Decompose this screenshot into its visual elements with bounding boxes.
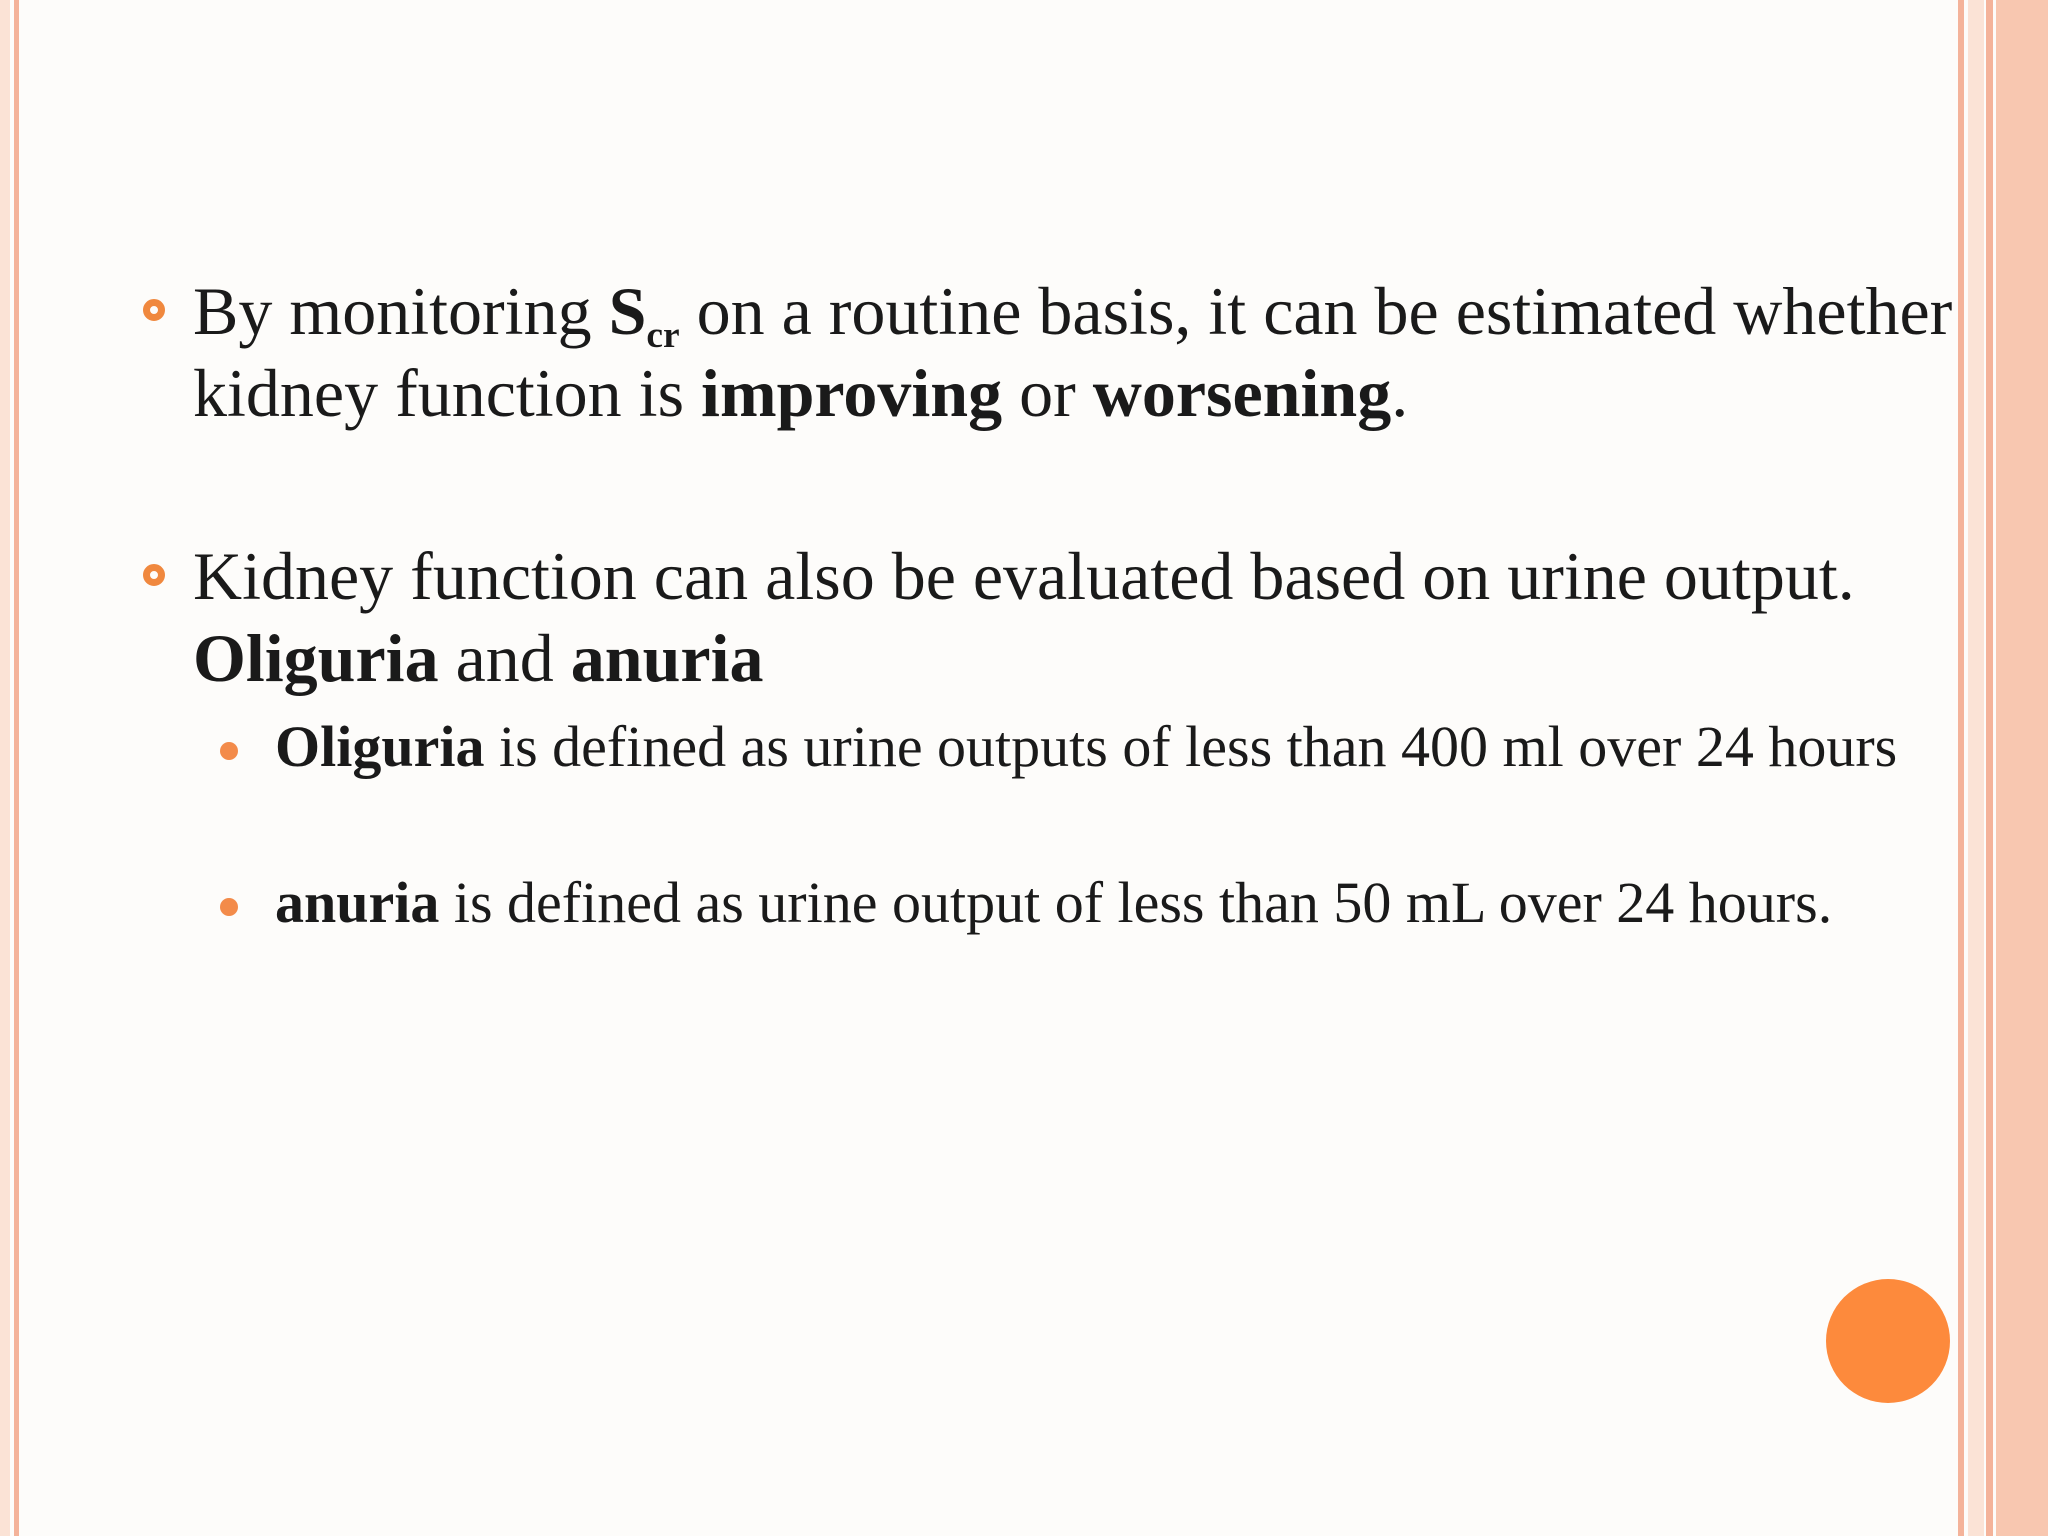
emphasis-improving: improving: [701, 355, 1003, 431]
bullet-ring-icon: [143, 564, 165, 586]
scr-subscript: cr: [646, 315, 680, 357]
bullet-text: .: [1391, 355, 1409, 431]
sub-bullet-dot-icon: [220, 742, 238, 760]
right-border-line-outer: [1986, 0, 1993, 1536]
sub-bullet-text: is defined as urine outputs of less than 400 ml over 24 hours: [484, 714, 1898, 779]
bullet-urine-output: [193, 535, 1953, 699]
scr-symbol: S: [608, 273, 647, 349]
emphasis-anuria: anuria: [570, 620, 764, 696]
right-border-line: [1958, 0, 1964, 1536]
left-border-line: [14, 0, 19, 1536]
left-border-band: [0, 0, 10, 1536]
sub-bullet-oliguria: [275, 710, 1955, 784]
sub-bullet-dot-icon: [220, 898, 238, 916]
emphasis-anuria: anuria: [275, 870, 440, 935]
decorative-orange-circle: [1826, 1279, 1950, 1403]
emphasis-worsening: worsening: [1092, 355, 1392, 431]
right-border-band: [1968, 0, 1984, 1536]
bullet-text: Kidney function can also be evaluated based on urine output.: [193, 538, 1855, 614]
emphasis-oliguria: Oliguria: [193, 620, 439, 696]
bullet-text: and: [438, 620, 571, 696]
bullet-scr-monitoring: [193, 270, 1953, 434]
bullet-text: By monitoring: [193, 273, 609, 349]
emphasis-oliguria: Oliguria: [275, 714, 485, 779]
sub-bullet-anuria: [275, 866, 1955, 940]
bullet-text: on a routine basis, it can be estimated whether kidney function is: [193, 273, 1953, 431]
bullet-ring-icon: [143, 299, 165, 321]
bullet-text: or: [1002, 355, 1093, 431]
sub-bullet-text: is defined as urine output of less than 50 mL over 24 hours.: [439, 870, 1833, 935]
right-border-fill: [1996, 0, 2048, 1536]
